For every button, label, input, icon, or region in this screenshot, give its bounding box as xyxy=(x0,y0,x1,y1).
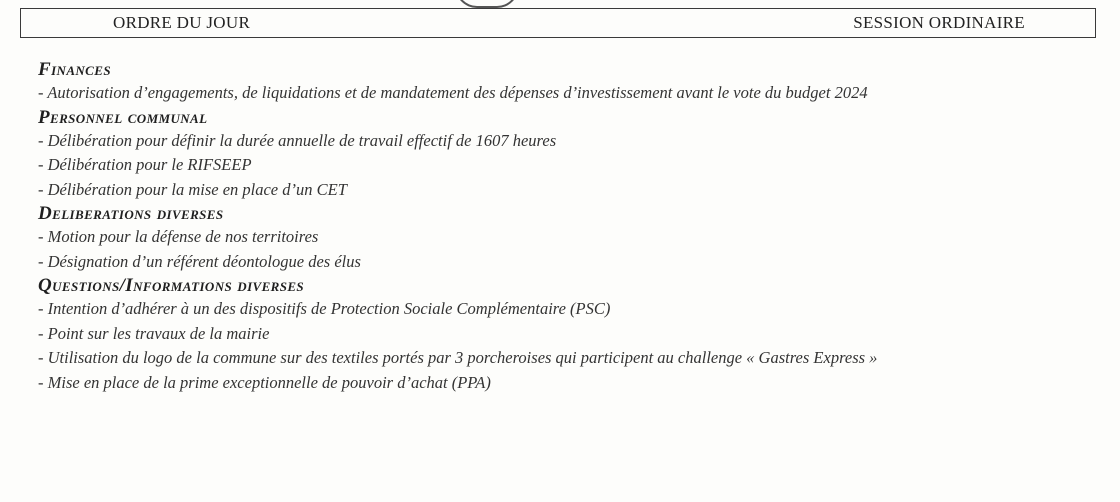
agenda-item: - Délibération pour définir la durée annuelle de travail effectif de 1607 heures xyxy=(38,130,557,150)
agenda-item: - Motion pour la défense de nos territoires xyxy=(38,227,319,246)
agenda-item: - Délibération pour le RIFSEEP xyxy=(38,155,252,174)
section-title: Personnel communal xyxy=(38,106,208,128)
agenda-body xyxy=(38,58,1108,395)
agenda-label: ORDRE DU JOUR xyxy=(113,13,251,32)
agenda-item: - Autorisation d’engagements, de liquidations et de mandatement des dépenses d’investissement avant le vote du budget 2024 xyxy=(38,83,868,102)
section-title: Finances xyxy=(38,59,111,80)
agenda-item: - Désignation d’un référent déontologue des élus xyxy=(38,251,361,271)
section-title: Questions/Informations diverses xyxy=(38,275,305,296)
agenda-item: - Mise en place de la prime exceptionnelle de pouvoir d’achat (PPA) xyxy=(38,372,491,392)
agenda-header xyxy=(20,8,1096,38)
seal-fragment xyxy=(455,0,519,8)
section-questions xyxy=(38,274,1108,395)
agenda-item: - Délibération pour la mise en place d’un CET xyxy=(38,179,347,199)
agenda-item: - Utilisation du logo de la commune sur des textiles portés par 3 porcheroises qui participent au challenge « Gastres Express » xyxy=(38,348,878,367)
section-title: Deliberations diverses xyxy=(38,203,224,224)
section-finances xyxy=(38,58,1108,106)
section-deliberations xyxy=(38,202,1108,274)
section-personnel xyxy=(38,106,1108,203)
session-type: SESSION ORDINAIRE xyxy=(853,13,1025,32)
agenda-item: - Point sur les travaux de la mairie xyxy=(38,323,270,343)
agenda-item: - Intention d’adhérer à un des dispositifs de Protection Sociale Complémentaire (PSC) xyxy=(38,299,611,318)
